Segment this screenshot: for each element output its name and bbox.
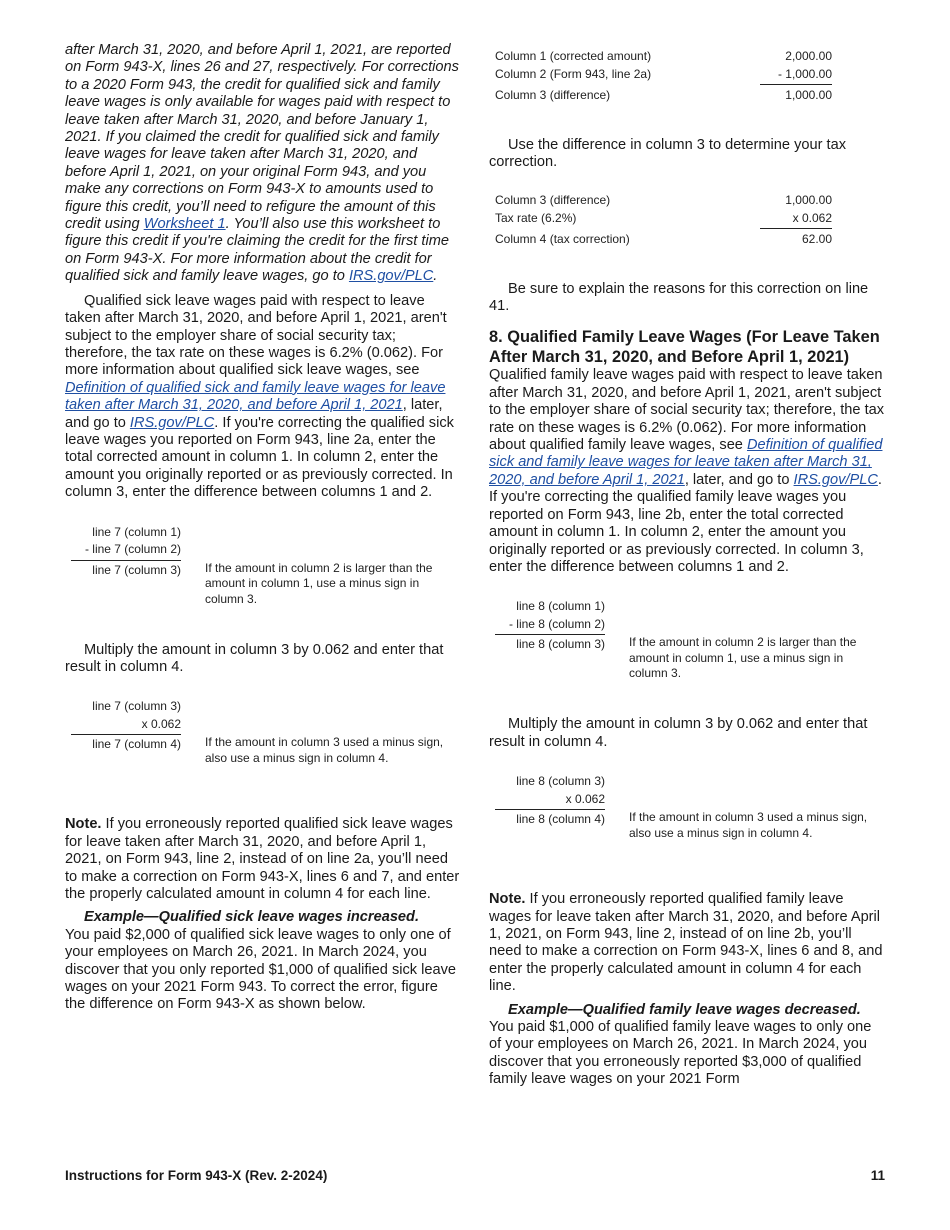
calc-lines <box>71 698 181 754</box>
calc-line-2: x 0.062 <box>565 791 605 806</box>
example-paragraph <box>489 1002 886 1089</box>
example-text: You paid $2,000 of qualified sick leave wages to only one of your employees on March 26, 2021. In March 2024, you discover that you only reported $1,000 of qualified sick leave wages on your 2021 Form 943. To correct the error, figure the difference on Form 943-X as shown below. <box>65 926 457 1013</box>
definition-link[interactable]: Definition of qualified sick and family leave wages for leave taken after March 31, 2020, and before April 1, 2021 <box>65 379 446 414</box>
row-value: 1,000.00 <box>785 193 832 208</box>
intro-text-3: . <box>433 268 438 285</box>
calc-note: If the amount in column 3 used a minus sign, also use a minus sign in column 4. <box>629 810 868 840</box>
row-label: Tax rate (6.2%) <box>495 210 577 225</box>
calc-line-1: line 7 (column 1) <box>92 524 181 539</box>
table-rule <box>760 84 832 85</box>
calc-line-2: - line 8 (column 2) <box>508 616 605 631</box>
note-text: If you erroneously reported qualified sick leave wages for leave taken after March 31, 2020, and before April 1, 2021, on Form 943, line 2, instead of on line 2a, you’ll need to make a correction on Form 943-X, lines 6 and 7, and enter the properly calculated amount in column 4 for each line. <box>65 816 460 902</box>
table-row <box>495 66 832 84</box>
calc-rule <box>71 734 181 735</box>
irs-plc-link[interactable]: IRS.gov/PLC <box>793 471 878 488</box>
note-text: If you erroneously reported qualified family leave wages for leave taken after March 31, 2020, and before April 1, 2021, on Form 943, line 2, instead of on line 2b, you’ll need to make a correction on Form 943-X, lines 6 and 8, and enter the properly calculated amount in column 4 for each line. <box>489 891 883 995</box>
calc-rule <box>495 809 605 810</box>
calc-lines <box>495 598 605 654</box>
sick-text-1: Qualified sick leave wages paid with respect to leave taken after March 31, 2020, and before April 1, 2021, aren't subject to the employer share of social security tax; therefore, the tax rate on these wages is 6.2% (0.062). For more information about qualified sick leave wages, see <box>65 292 447 379</box>
calc-line-1: line 8 (column 1) <box>516 599 605 614</box>
row-value: x 0.062 <box>792 210 832 225</box>
intro-paragraph <box>65 42 462 286</box>
calc-lines <box>495 773 605 829</box>
row-label: Column 1 (corrected amount) <box>495 49 652 63</box>
sick-leave-paragraph <box>65 293 462 502</box>
irs-plc-link[interactable]: IRS.gov/PLC <box>129 414 215 431</box>
example-paragraph <box>65 909 462 1013</box>
section-heading: 8. Qualified Family Leave Wages (For Leave Taken After March 31, 2020, and Before April 1, 2021) <box>489 327 880 367</box>
sick-calc-tax <box>65 698 462 816</box>
calc-note: If the amount in column 3 used a minus sign, also use a minus sign in column 4. <box>205 735 444 765</box>
row-label: Column 4 (tax correction) <box>495 232 630 247</box>
row-value: 2,000.00 <box>785 49 832 63</box>
table-rule <box>760 228 832 229</box>
calc-line-3: line 8 (column 4) <box>516 812 605 827</box>
family-leave-paragraph <box>489 367 886 576</box>
correction-table-1 <box>495 48 832 105</box>
table-row <box>495 210 832 228</box>
sick-text-3: . If you're correcting the qualified sick leave wages you reported on Form 943, line 2a, enter the total corrected amount in column 1. In column 2, enter the amount you originally reported or as previously corrected. In column 3, enter the difference between columns 1 and 2. <box>65 414 454 501</box>
family-calc-tax <box>489 773 886 891</box>
note-label: Note. <box>65 816 102 833</box>
row-value: 1,000.00 <box>785 88 832 102</box>
calc-rule <box>71 560 181 561</box>
table-row <box>495 192 832 210</box>
footer-title: Instructions for Form 943-X (Rev. 2-2024) <box>65 1168 328 1183</box>
calc-rule <box>495 634 605 635</box>
row-label: Column 3 (difference) <box>495 193 611 208</box>
explain-paragraph: Be sure to explain the reasons for this correction on line 41. <box>489 280 869 315</box>
calc-line-2: - line 7 (column 2) <box>84 542 181 557</box>
example-title: Example—Qualified family leave wages decreased. <box>508 1001 861 1018</box>
note-paragraph <box>65 816 462 903</box>
table-row <box>495 48 832 66</box>
calc-line-3: line 7 (column 3) <box>92 562 181 577</box>
intro-text-2: . You’ll also use this worksheet to figure this credit if you're claiming the credit for the first time on Form 943-X. For more information about the credit for qualified sick and family leave wages, go to <box>65 216 449 285</box>
left-column <box>65 42 462 1014</box>
multiply-paragraph: Multiply the amount in column 3 by 0.062 and enter that result in column 4. <box>489 716 868 750</box>
page-number: 11 <box>870 1168 885 1183</box>
note-label: Note. <box>489 891 526 908</box>
note-paragraph <box>489 891 886 995</box>
row-value: - 1,000.00 <box>777 66 832 81</box>
family-text-1: Qualified family leave wages paid with respect to leave taken after March 31, 2020, and before April 1, 2021, aren't subject to the employer share of social security tax; therefore, the tax rate on these wages is 6.2% (0.062). For more information about qualified family leave wages, see <box>489 367 885 454</box>
page-footer <box>65 1168 885 1183</box>
family-text-2: , later, and go to <box>684 471 794 488</box>
sick-calc-difference <box>65 524 462 642</box>
example-text: You paid $1,000 of qualified family leave wages to only one of your employees on March 26, 2021. In March 2024, you discover that you erroneously reported $3,000 of qualified family leave wages on your 2021 Form <box>489 1018 872 1088</box>
calc-note: If the amount in column 2 is larger than the amount in column 1, use a minus sign in column 3. <box>205 560 433 606</box>
correction-table-2 <box>495 192 832 249</box>
table-row <box>495 231 832 249</box>
right-column <box>489 48 886 1089</box>
calc-line-1: line 7 (column 3) <box>92 699 181 714</box>
row-label: Column 3 (difference) <box>495 88 611 102</box>
irs-plc-link[interactable]: IRS.gov/PLC <box>348 268 434 285</box>
worksheet-1-link[interactable]: Worksheet 1 <box>143 216 226 233</box>
table-row <box>495 87 832 105</box>
calc-note: If the amount in column 2 is larger than the amount in column 1, use a minus sign in column 3. <box>629 635 857 681</box>
multiply-paragraph: Multiply the amount in column 3 by 0.062 and enter that result in column 4. <box>65 641 444 675</box>
calc-line-3: line 7 (column 4) <box>92 737 181 752</box>
calc-line-3: line 8 (column 3) <box>516 637 605 652</box>
row-value: 62.00 <box>801 232 832 247</box>
definition-link[interactable]: Definition of qualified sick and family leave wages for leave taken after March 31, 2020, and before April 1, 2021 <box>489 437 883 488</box>
use-difference-paragraph: Use the difference in column 3 to determine your tax correction. <box>489 136 847 170</box>
row-label: Column 2 (Form 943, line 2a) <box>495 66 652 81</box>
calc-line-2: x 0.062 <box>141 716 181 731</box>
calc-lines <box>71 524 181 580</box>
sick-text-2: , later, and go to <box>65 397 443 431</box>
family-text-3: . If you're correcting the qualified family leave wages you reported on Form 943, line 2b, enter the total corrected amount in column 1. In column 2, enter the amount you originally reported or as previously corrected. In column 3, enter the difference between columns 1 and 2. <box>489 471 882 575</box>
intro-text-1: after March 31, 2020, and before April 1, 2021, are reported on Form 943-X, lines 26 and 27, respectively. For corrections to a 2020 Form 943, the credit for qualified sick and family leave wages is only available for wages paid with respect to leave taken after March 31, 2020, and before January 1, 2021. If you claimed the credit for qualified sick and family leave wages for leave taken after March 31, 2020, and before April 1, 2021, on your original Form 943, and you make any corrections on Form 943-X to amounts used to figure this credit, you’ll need to refigure the amount of this credit using <box>65 42 459 233</box>
family-calc-difference <box>489 598 886 716</box>
example-title: Example—Qualified sick leave wages increased. <box>84 909 420 926</box>
calc-line-1: line 8 (column 3) <box>516 774 605 789</box>
